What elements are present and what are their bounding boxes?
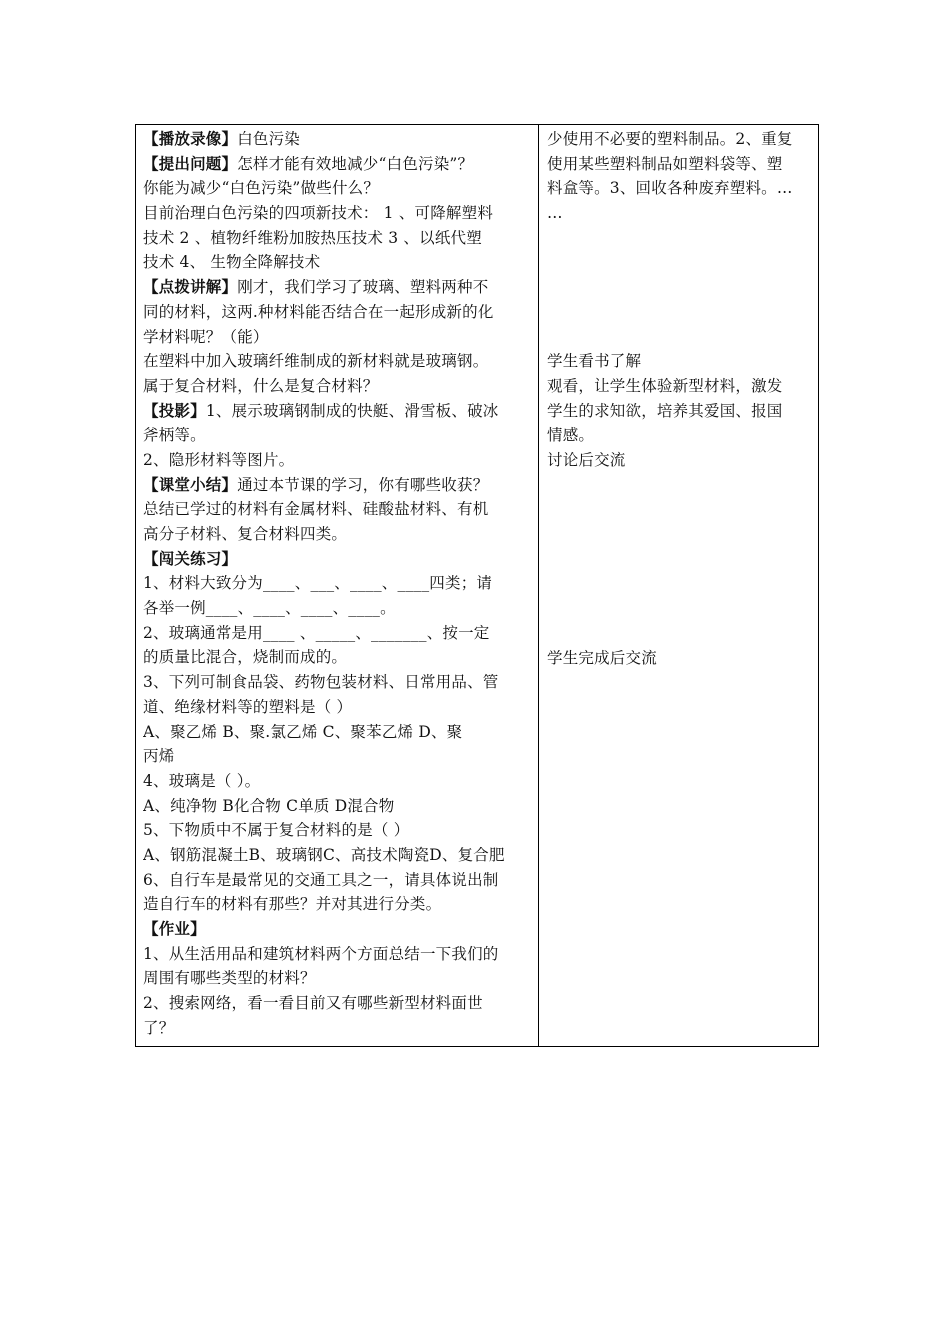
line-text: 1、展示玻璃钢制成的快艇、滑雪板、破冰 [205, 401, 499, 420]
line-text: 1、材料大致分为____、___、____、____四类；请 [143, 574, 493, 593]
left-text-line [143, 448, 531, 473]
right-text-line: 学生看书了解 [547, 352, 642, 371]
section-heading: 【提出问题】 [143, 153, 238, 173]
line-text: A、纯净物 B化合物 C单质 D混合物 [143, 796, 395, 815]
left-text-line [143, 695, 531, 720]
right-text-line: 少使用不必要的塑料制品。2、重复 [547, 130, 793, 148]
left-text-line [143, 670, 531, 695]
left-text-line [143, 917, 531, 942]
line-text: 总结已学过的材料有金属材料、硅酸盐材料、有机 [143, 500, 489, 519]
left-text-line [143, 991, 531, 1016]
line-text: 各举一例____、____、____、____。 [143, 599, 396, 618]
line-text: 4、玻璃是（ ）。 [143, 771, 261, 790]
left-text-line [143, 1016, 531, 1041]
line-text: 2、搜索网络，看一看目前又有哪些新型材料面世 [143, 994, 483, 1013]
left-text-line [143, 374, 531, 399]
section-heading: 【作业】 [143, 919, 206, 938]
right-text-line: 学生的求知欲，培养其爱国、报国 [547, 401, 783, 420]
line-text: 学材料呢？（能） [143, 327, 269, 346]
line-text: 的质量比混合，烧制而成的。 [143, 648, 348, 667]
left-text-line [143, 571, 531, 596]
line-text: 6、自行车是最常见的交通工具之一，请具体说出制 [143, 870, 499, 889]
line-text: 道、绝缘材料等的塑料是（ ） [143, 697, 353, 716]
right-text-line: 使用某些塑料制品如塑料袋等、塑 [547, 154, 783, 173]
left-text-line [143, 794, 531, 819]
lesson-table [135, 124, 819, 1047]
left-text-line [143, 176, 531, 201]
line-text: 在塑料中加入玻璃纤维制成的新材料就是玻璃钢。 [143, 352, 489, 371]
left-text-line [143, 300, 531, 325]
right-text-line: 观看，让学生体验新型材料，激发 [547, 376, 783, 395]
line-text: A、聚乙烯 B、聚.氯乙烯 C、聚苯乙烯 D、聚 [143, 722, 463, 741]
line-text: 斧柄等。 [143, 426, 206, 445]
left-text-line [143, 547, 531, 572]
right-text-line: 料盒等。3、回收各种废弃塑料。… [547, 179, 793, 198]
line-text: 高分子材料、复合材料四类。 [143, 525, 348, 543]
left-text-line [143, 720, 531, 745]
line-text: 3、下列可制食品袋、药物包装材料、日常用品、管 [143, 673, 499, 692]
left-text-line [143, 226, 531, 251]
line-text: 技术 2 、植物纤维粉加胺热压技术 3 、以纸代塑 [143, 228, 482, 247]
line-text: 造自行车的材料有那些？并对其进行分类。 [143, 895, 442, 914]
left-text-line [143, 744, 531, 769]
left-text-line [143, 250, 531, 275]
section-heading: 【课堂小结】 [143, 474, 238, 494]
line-text: 通过本节课的学习，你有哪些收获？ [237, 475, 489, 494]
left-text-line [143, 892, 531, 917]
line-text: 2、玻璃通常是用____ 、_____、_______、按一定 [143, 623, 490, 642]
teacher-activity-column [136, 125, 539, 1046]
section-heading: 【投影】 [143, 400, 206, 420]
line-text: 5、下物质中不属于复合材料的是（ ） [143, 821, 410, 840]
left-text-line [143, 423, 531, 448]
right-text-line: 学生完成后交流 [547, 648, 657, 667]
student-note-block [547, 127, 813, 226]
line-text: 白色污染 [237, 130, 301, 148]
line-text: 怎样才能有效地减少“白色污染”？ [237, 154, 474, 173]
line-text: 刚才，我们学习了玻璃、塑料两种不 [237, 278, 489, 297]
left-text-line [143, 621, 531, 646]
line-text: 你能为减少“白色污染”做些什么？ [143, 179, 380, 198]
line-text: 2、隐形材料等图片。 [143, 450, 295, 469]
left-text-line [143, 399, 531, 424]
line-text: 属于复合材料，什么是复合材料？ [143, 376, 379, 395]
right-text-line: … [547, 204, 563, 223]
line-text: 丙烯 [143, 747, 175, 766]
section-heading: 【闯关练习】 [143, 548, 238, 568]
right-text-line: 讨论后交流 [547, 451, 626, 470]
line-text: 同的材料，这两.种材料能否结合在一起形成新的化 [143, 302, 494, 321]
left-text-line [143, 275, 531, 300]
line-text: 周围有哪些类型的材料？ [143, 969, 316, 988]
left-text-line [143, 201, 531, 226]
left-text-line [143, 942, 531, 967]
right-text-line: 情感。 [547, 426, 595, 445]
student-note-block [547, 349, 813, 472]
section-heading: 【点拨讲解】 [143, 277, 238, 297]
left-text-line [143, 596, 531, 621]
line-text: 了？ [143, 1018, 175, 1037]
left-text-line [143, 349, 531, 374]
left-text-line [143, 522, 531, 547]
line-text: 目前治理白色污染的四项新技术： 1 、可降解塑料 [143, 204, 494, 223]
left-text-line [143, 966, 531, 991]
left-text-line [143, 769, 531, 794]
left-text-line [143, 152, 531, 177]
line-text: 技术 4、 生物全降解技术 [143, 253, 321, 272]
left-text-line [143, 325, 531, 350]
left-text-line [143, 645, 531, 670]
section-heading: 【播放录像】 [143, 129, 238, 148]
left-text-line [143, 843, 531, 868]
student-activity-column [539, 125, 818, 1046]
line-text: 1、从生活用品和建筑材料两个方面总结一下我们的 [143, 944, 499, 963]
left-text-line [143, 868, 531, 893]
left-text-line [143, 473, 531, 498]
left-text-line [143, 818, 531, 843]
left-text-line [143, 127, 531, 152]
student-note-block [547, 646, 813, 671]
left-text-line [143, 497, 531, 522]
line-text: A、钢筋混凝土B、玻璃钢C、高技术陶瓷D、复合肥 [143, 845, 505, 864]
